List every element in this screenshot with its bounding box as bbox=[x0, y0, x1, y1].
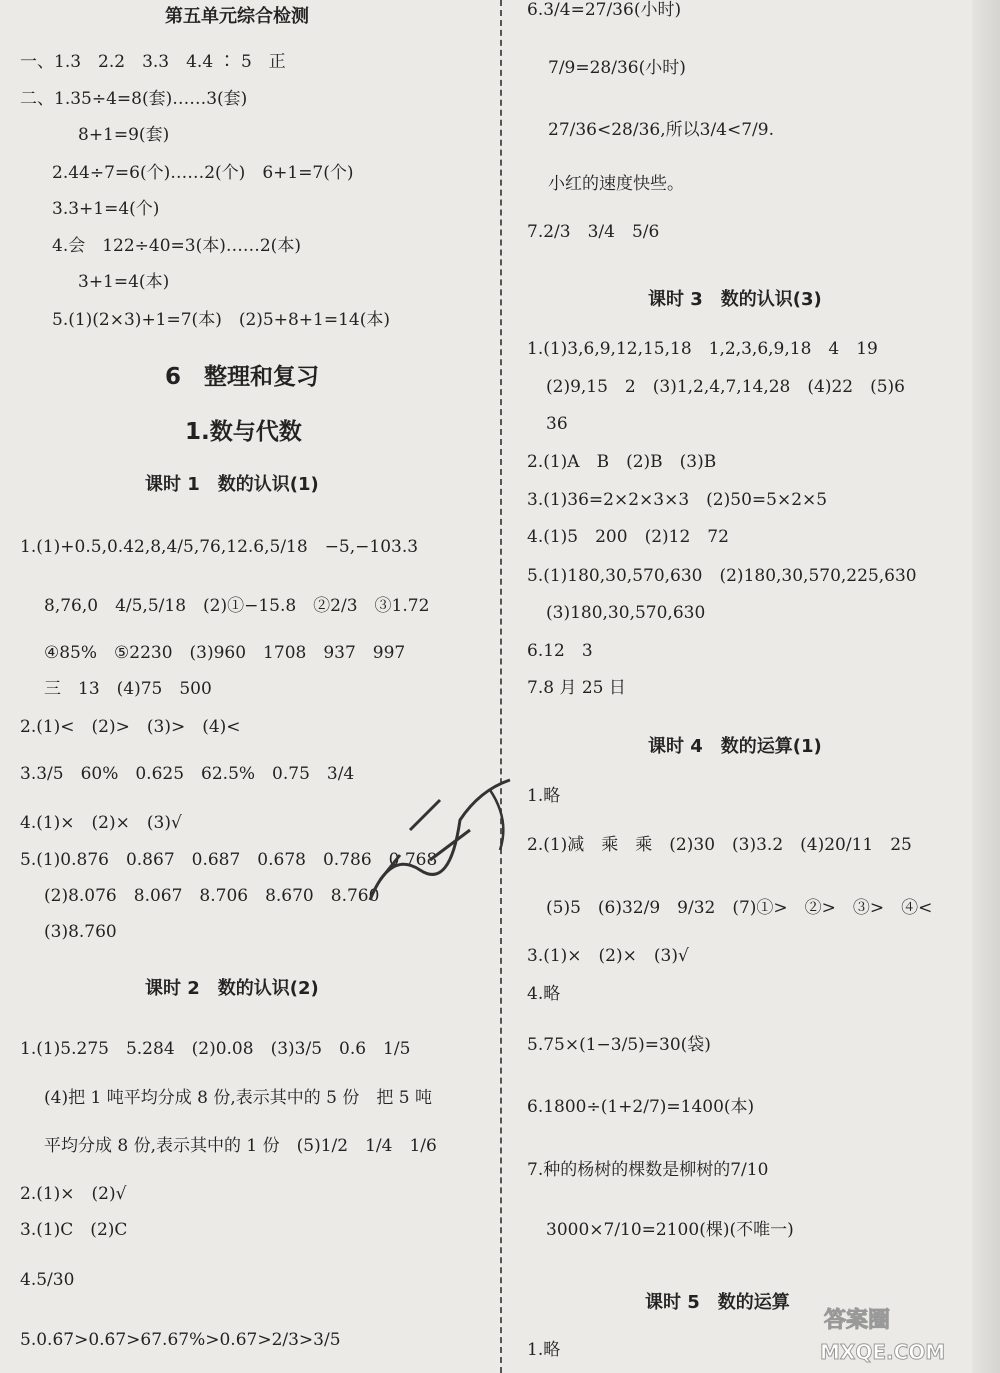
answer-line: 4.会 122÷40=3(本)……2(本) bbox=[52, 236, 301, 256]
answer-line: 3000×7/10=2100(棵)(不唯一) bbox=[546, 1220, 794, 1240]
answer-line: 3.(1)C (2)C bbox=[20, 1220, 128, 1240]
answer-line: 4.(1)× (2)× (3)√ bbox=[20, 813, 182, 833]
answer-line: 2.(1)< (2)> (3)> (4)< bbox=[20, 717, 241, 737]
answer-line: 5.(1)(2×3)+1=7(本) (2)5+8+1=14(本) bbox=[52, 310, 390, 330]
column-divider bbox=[500, 0, 502, 1373]
answer-line: (3)180,30,570,630 bbox=[546, 603, 706, 623]
lesson-heading: 课时 2 数的认识(2) bbox=[145, 978, 319, 999]
answer-line: 7.8 月 25 日 bbox=[527, 678, 626, 698]
answer-line: 5.75×(1−3/5)=30(袋) bbox=[527, 1035, 711, 1055]
answer-line: 2.(1)减 乘 乘 (2)30 (3)3.2 (4)20/11 25 bbox=[527, 835, 912, 855]
answer-line: 7.2/3 3/4 5/6 bbox=[527, 222, 660, 242]
chapter-heading: 6 整理和复习 bbox=[165, 364, 320, 390]
answer-line: 3.(1)× (2)× (3)√ bbox=[527, 946, 689, 966]
answer-line: 5.(1)0.876 0.867 0.687 0.678 0.786 0.768 bbox=[20, 850, 438, 870]
answer-line: 7.种的杨树的棵数是柳树的7/10 bbox=[527, 1160, 769, 1180]
answer-line: 1.(1)+0.5,0.42,8,4/5,76,12.6,5/18 −5,−103.3 bbox=[20, 537, 419, 557]
answer-line: 6.3/4=27/36(小时) bbox=[527, 0, 682, 20]
answer-line: 27/36<28/36,所以3/4<7/9. bbox=[548, 120, 774, 140]
page-edge bbox=[972, 0, 1000, 1373]
answer-line: 1.略 bbox=[527, 786, 561, 806]
answer-line: 6.1800÷(1+2/7)=1400(本) bbox=[527, 1097, 755, 1117]
answer-line: 小红的速度快些。 bbox=[548, 174, 684, 194]
answer-line: 8,76,0 4/5,5/18 (2)①−15.8 ②2/3 ③1.72 bbox=[44, 596, 430, 616]
answer-line: (4)把 1 吨平均分成 8 份,表示其中的 5 份 把 5 吨 bbox=[44, 1088, 432, 1108]
answer-line: 36 bbox=[546, 414, 568, 434]
answer-line: 1.(1)5.275 5.284 (2)0.08 (3)3/5 0.6 1/5 bbox=[20, 1039, 411, 1059]
answer-line: 3+1=4(本) bbox=[78, 272, 170, 292]
answer-line: 2.(1)× (2)√ bbox=[20, 1184, 127, 1204]
answer-line: 2.(1)A B (2)B (3)B bbox=[527, 452, 717, 472]
answer-line: 1.略 bbox=[527, 1340, 561, 1360]
watermark-bottom: MXQE.COM bbox=[820, 1340, 946, 1364]
answer-line: 5.0.6̇7̇>0.6̇7>67.67%>0.67>2/3>3/5 bbox=[20, 1330, 341, 1350]
section-heading: 1.数与代数 bbox=[185, 419, 302, 445]
answer-line: 4.5/30 bbox=[20, 1270, 75, 1290]
lesson-heading: 课时 4 数的运算(1) bbox=[648, 736, 822, 757]
answer-line: 7/9=28/36(小时) bbox=[548, 58, 686, 78]
answer-line: 二、1.35÷4=8(套)……3(套) bbox=[20, 89, 248, 109]
answer-line: 三 13 (4)75 500 bbox=[44, 679, 212, 699]
answer-line: 一、1.3 2.2 3.3 4.4 ∶ 5 正 bbox=[20, 52, 286, 72]
answer-line: 8+1=9(套) bbox=[78, 125, 170, 145]
lesson-heading: 课时 5 数的运算 bbox=[645, 1292, 790, 1313]
answer-line: ④85% ⑤2230 (3)960 1708 937 997 bbox=[44, 643, 406, 663]
answer-line: 平均分成 8 份,表示其中的 1 份 (5)1/2 1/4 1/6 bbox=[44, 1136, 437, 1156]
answer-line: 5.(1)180,30,570,630 (2)180,30,570,225,630 bbox=[527, 566, 917, 586]
unit5-test-title: 第五单元综合检测 bbox=[165, 6, 309, 27]
answer-line: 3.3/5 60% 0.625 62.5% 0.75 3/4 bbox=[20, 764, 355, 784]
watermark-logo bbox=[812, 1297, 992, 1367]
answer-line: 6.12 3 bbox=[527, 641, 593, 661]
handwriting-scribble bbox=[350, 760, 530, 920]
watermark-top: 答案圈 bbox=[824, 1308, 891, 1333]
answer-line: (2)8.076 8.067 8.706 8.670 8.760 bbox=[44, 886, 380, 906]
answer-line: (3)8.760 bbox=[44, 922, 117, 942]
answer-line: 2.44÷7=6(个)……2(个) 6+1=7(个) bbox=[52, 163, 354, 183]
answer-line: 4.(1)5 200 (2)12 72 bbox=[527, 527, 729, 547]
answer-line: 3.3+1=4(个) bbox=[52, 199, 160, 219]
lesson-heading: 课时 1 数的认识(1) bbox=[145, 474, 319, 495]
answer-line: (5)5 (6)32/9 9/32 (7)①> ②> ③> ④< bbox=[546, 898, 933, 918]
lesson-heading: 课时 3 数的认识(3) bbox=[648, 289, 822, 310]
answer-line: 4.略 bbox=[527, 984, 561, 1004]
answer-line: 3.(1)36=2×2×3×3 (2)50=5×2×5 bbox=[527, 490, 828, 510]
answer-line: (2)9,15 2 (3)1,2,4,7,14,28 (4)22 (5)6 bbox=[546, 377, 905, 397]
answer-line: 1.(1)3,6,9,12,15,18 1,2,3,6,9,18 4 19 bbox=[527, 339, 878, 359]
